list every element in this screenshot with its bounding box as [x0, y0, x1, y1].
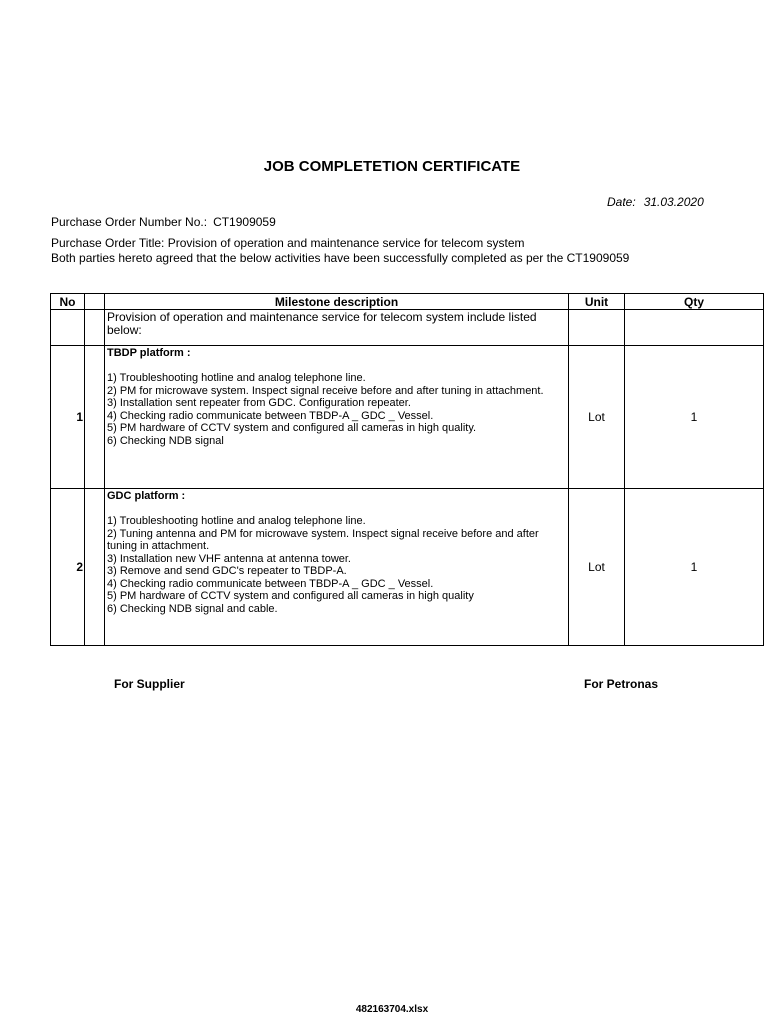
table-header-row	[51, 294, 764, 310]
agreement-statement: Both parties hereto agreed that the below activities have been successfully completed as per the CT1909059	[51, 251, 630, 265]
table-row	[51, 346, 764, 489]
header-spacer	[85, 294, 105, 310]
intro-row	[51, 310, 764, 346]
platform-heading: TBDP platform :	[107, 347, 191, 359]
purchase-order-line	[51, 215, 276, 229]
header-no: No	[51, 294, 85, 310]
milestone-table	[50, 293, 764, 646]
row-number: 2	[51, 489, 85, 646]
intro-no-cell	[51, 310, 85, 346]
intro-qty-cell	[625, 310, 764, 346]
date-label: Date:	[607, 195, 636, 209]
client-signature-label: For Petronas	[584, 677, 659, 691]
row-qty: 1	[625, 489, 764, 646]
header-description: Milestone description	[105, 294, 569, 310]
activity-list: 1) Troubleshooting hotline and analog telephone line. 2) Tuning antenna and PM for microwave system. Inspect signal receive before and after tuning in attachment. 3) Installation new VHF antenna at antenna tower. 3) Remove and send GDC's repeater to TBDP-A. 4) Checking radio communicate between TBDP-A _ GDC _ Vessel. 5) PM hardware of CCTV system and configured all cameras in high quality 6) Checking NDB signal and cable.	[107, 515, 539, 615]
platform-heading: GDC platform :	[107, 490, 186, 502]
file-name-footer: 482163704.xlsx	[355, 1004, 429, 1015]
po-title: Purchase Order Title: Provision of operation and maintenance service for telecom system	[51, 236, 525, 250]
row-spacer-cell	[85, 346, 105, 489]
header-unit: Unit	[569, 294, 625, 310]
po-number-value: CT1909059	[213, 215, 276, 229]
page-title: JOB COMPLETETION CERTIFICATE	[263, 158, 521, 175]
row-description	[105, 346, 569, 489]
row-unit: Lot	[569, 346, 625, 489]
row-qty: 1	[625, 346, 764, 489]
supplier-signature-label: For Supplier	[114, 677, 185, 691]
table-row	[51, 489, 764, 646]
header-qty: Qty	[625, 294, 764, 310]
intro-spacer-cell	[85, 310, 105, 346]
row-unit: Lot	[569, 489, 625, 646]
row-description	[105, 489, 569, 646]
row-number: 1	[51, 346, 85, 489]
intro-unit-cell	[569, 310, 625, 346]
date-value: 31.03.2020	[643, 195, 704, 209]
intro-description: Provision of operation and maintenance service for telecom system include listed below:	[105, 310, 569, 346]
row-spacer-cell	[85, 489, 105, 646]
activity-list: 1) Troubleshooting hotline and analog telephone line. 2) PM for microwave system. Inspect signal receive before and after tuning in attachment. 3) Installation sent repeater from GDC. Configuration repeater. 4) Checking radio communicate between TBDP-A _ GDC _ Vessel. 5) PM hardware of CCTV system and configured all cameras in high quality. 6) Checking NDB signal	[107, 372, 544, 447]
po-number-label: Purchase Order Number No.:	[51, 215, 208, 229]
date-line	[607, 195, 704, 209]
